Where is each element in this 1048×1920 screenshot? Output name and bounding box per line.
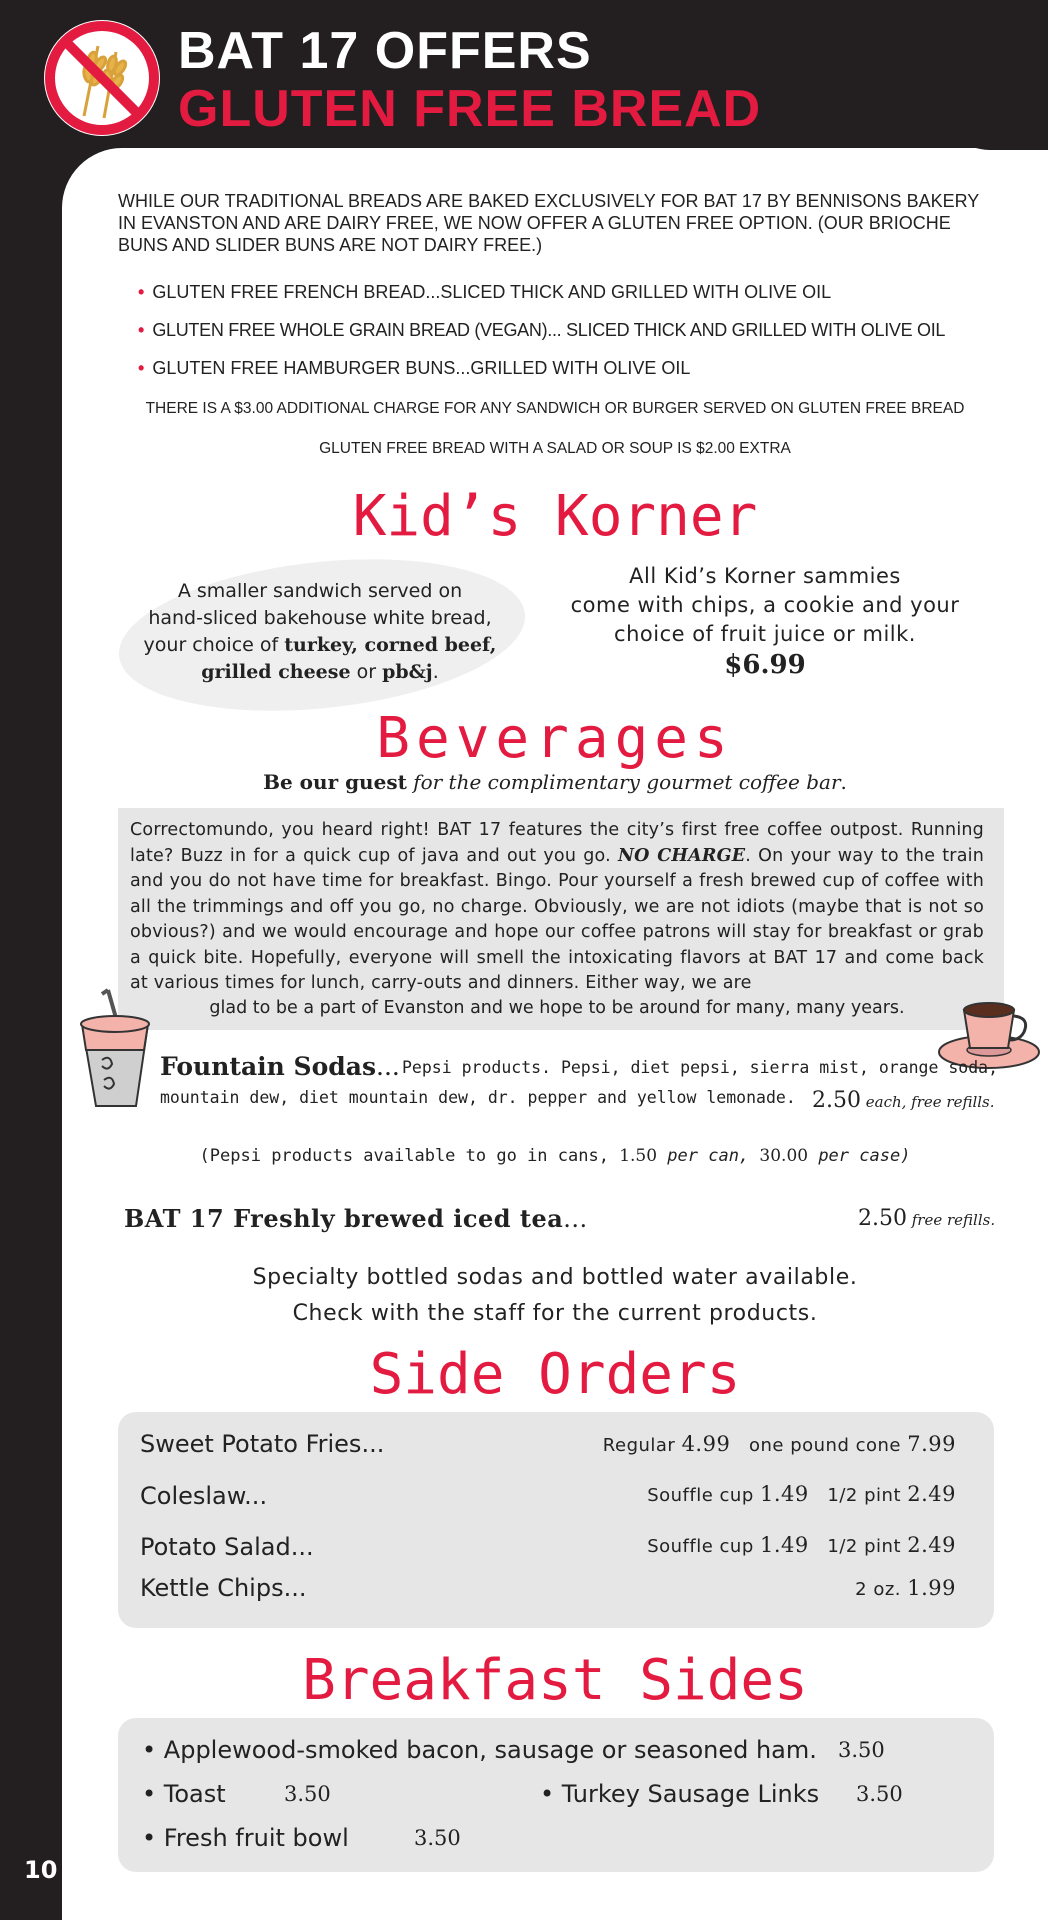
gluten-free-item xyxy=(138,282,831,303)
side-item-name: Potato Salad... xyxy=(140,1533,314,1561)
iced-tea-price-note: free refills. xyxy=(906,1211,996,1229)
kids-sides-description xyxy=(560,562,970,649)
iced-tea-title-text: BAT 17 Freshly brewed iced tea xyxy=(124,1204,564,1233)
kids-desc-line xyxy=(120,659,520,686)
gluten-free-item xyxy=(138,320,945,341)
breakfast-item-name: • Turkey Sausage Links xyxy=(540,1780,820,1808)
coffee-bar-tagline xyxy=(62,770,1048,794)
bullet-icon: • xyxy=(138,358,145,378)
fountain-price-note: each, free refills. xyxy=(860,1093,995,1111)
kids-sides-line: come with chips, a cookie and your xyxy=(570,593,960,617)
bullet-icon: • xyxy=(138,320,145,340)
coffee-text: Correctomundo, you heard right! BAT 17 features the city’s first free coffee outpost. Running late? Buzz in for a quick cup of java and out you go. xyxy=(130,820,984,866)
pepsi-note-text: per can, xyxy=(657,1146,760,1166)
breakfast-item-price: 3.50 xyxy=(414,1826,461,1850)
specialty-sodas-note xyxy=(62,1260,1048,1332)
iced-tea-price-value: 2.50 xyxy=(858,1206,907,1231)
gluten-free-item xyxy=(138,358,690,379)
side-price-value: 7.99 xyxy=(907,1432,956,1456)
side-size-label: 2 oz. xyxy=(855,1579,908,1600)
side-price-value: 2.49 xyxy=(907,1533,956,1557)
kids-choice-grilled-cheese: grilled cheese xyxy=(201,661,351,683)
kids-choice-pbj: pb&j xyxy=(382,661,433,683)
fountain-sodas-price xyxy=(812,1088,995,1113)
pepsi-note-text: per case) xyxy=(808,1146,911,1166)
tagline-italic: for the complimentary gourmet coffee bar xyxy=(406,770,841,794)
gluten-free-intro: WHILE OUR TRADITIONAL BREADS ARE BAKED EXCLUSIVELY FOR BAT 17 BY BENNISONS BAKERY IN EVANSTON AND ARE DAIRY FREE, WE NOW OFFER A GLUTEN FREE OPTION. (OUR BRIOCHE BUNS AND SLIDER BUNS ARE NOT DAIRY FREE.) xyxy=(118,191,979,255)
soda-cup-icon xyxy=(72,988,158,1114)
fountain-price-value: 2.50 xyxy=(812,1088,861,1113)
coffee-description xyxy=(130,818,984,997)
kids-desc-text: or xyxy=(350,661,383,683)
side-item-prices xyxy=(603,1432,956,1456)
side-item-name: Coleslaw... xyxy=(140,1482,268,1510)
side-price-value: 1.99 xyxy=(907,1576,956,1600)
beverages-title: Beverages xyxy=(376,706,734,771)
no-gluten-wheat-icon xyxy=(40,16,164,140)
side-item-prices xyxy=(647,1482,956,1506)
breakfast-item-price: 3.50 xyxy=(838,1738,885,1762)
fountain-sodas-description-line1: Pepsi products. Pepsi, diet pepsi, sierra mist, orange soda, xyxy=(402,1058,999,1077)
kids-desc-line xyxy=(120,632,520,659)
fountain-title-text: Fountain Sodas xyxy=(160,1052,377,1081)
side-size-label: Souffle cup xyxy=(647,1485,760,1506)
header-title-line1: BAT 17 OFFERS xyxy=(178,22,592,80)
side-size-label: Souffle cup xyxy=(647,1536,760,1557)
side-price-value: 2.49 xyxy=(907,1482,956,1506)
bullet-icon: • xyxy=(138,282,145,302)
iced-tea-title xyxy=(124,1204,588,1233)
fountain-sodas-description-line2: mountain dew, diet mountain dew, dr. pepper and yellow lemonade. xyxy=(160,1088,796,1107)
tagline-end: . xyxy=(840,770,847,794)
breakfast-item-price: 3.50 xyxy=(856,1782,903,1806)
kids-korner-title: Kid’s Korner xyxy=(352,484,758,549)
pepsi-note-text: (Pepsi products available to go in cans, xyxy=(199,1146,620,1166)
side-price-value: 1.49 xyxy=(759,1482,809,1506)
iced-tea-price xyxy=(858,1206,995,1231)
no-charge-emphasis: NO CHARGE xyxy=(617,845,746,866)
side-price-value: 4.99 xyxy=(681,1432,731,1456)
kids-desc-line: hand-sliced bakehouse white bread, xyxy=(148,607,492,629)
kids-sides-line: choice of fruit juice or milk. xyxy=(614,622,916,646)
pepsi-to-go-note xyxy=(62,1146,1048,1166)
tagline-bold: Be our guest xyxy=(263,770,407,794)
gluten-free-charge-note: THERE IS A $3.00 ADDITIONAL CHARGE FOR ANY SANDWICH OR BURGER SERVED ON GLUTEN FREE BREAD xyxy=(145,400,965,417)
breakfast-item-name: • Fresh fruit bowl xyxy=(142,1824,349,1852)
side-price-value: 1.49 xyxy=(759,1533,809,1557)
side-size-label: one pound cone xyxy=(730,1435,908,1456)
gluten-free-salad-note: GLUTEN FREE BREAD WITH A SALAD OR SOUP IS $2.00 EXTRA xyxy=(319,440,791,457)
gluten-free-item-text: GLUTEN FREE HAMBURGER BUNS...GRILLED WITH OLIVE OIL xyxy=(152,358,691,378)
kids-sandwich-description xyxy=(120,578,520,686)
side-item-name: Kettle Chips... xyxy=(140,1574,307,1602)
header-curve xyxy=(940,100,1048,150)
kids-desc-text: your choice of xyxy=(143,634,285,656)
coffee-text: . On your way to the train and you do not have time for breakfast. Bingo. Pour yourself a fresh brewed cup of coffee with all the trimmings and off you go, no charge. Obviously, we are not idiots (maybe that is not so obvious?) and we would encourage and hope our coffee patrons will stay for breakfast or grab a quick bite. Hopefully, everyone will smell the intoxicating flavors at BAT 17 and come back at various times for lunch, carry-outs and dinners. Either way, we are xyxy=(130,845,984,993)
side-item-name: Sweet Potato Fries... xyxy=(140,1430,385,1458)
side-size-label: 1/2 pint xyxy=(808,1536,908,1557)
iced-tea-ellipsis: ... xyxy=(563,1205,588,1233)
gluten-free-item-text: GLUTEN FREE WHOLE GRAIN BREAD (VEGAN)... SLICED THICK AND GRILLED WITH OLIVE OIL xyxy=(152,320,946,340)
kids-desc-line: A smaller sandwich served on xyxy=(177,580,463,602)
breakfast-sides-title: Breakfast Sides xyxy=(302,1648,808,1713)
specialty-line: Check with the staff for the current products. xyxy=(292,1301,818,1326)
header-title-line2: GLUTEN FREE BREAD xyxy=(178,80,762,138)
side-item-prices xyxy=(855,1576,956,1600)
side-item-prices xyxy=(647,1533,956,1557)
specialty-line: Specialty bottled sodas and bottled water available. xyxy=(252,1265,858,1290)
coffee-description-last-line: glad to be a part of Evanston and we hope to be around for many, many years. xyxy=(209,998,905,1018)
breakfast-item-price: 3.50 xyxy=(284,1782,331,1806)
gluten-free-item-text: GLUTEN FREE FRENCH BREAD...SLICED THICK AND GRILLED WITH OLIVE OIL xyxy=(152,282,832,302)
breakfast-item-name: • Applewood-smoked bacon, sausage or seasoned ham. xyxy=(142,1736,817,1764)
fountain-sodas-title xyxy=(160,1052,400,1081)
kids-desc-text: . xyxy=(432,661,439,683)
kids-price: $6.99 xyxy=(724,650,806,680)
side-orders-title: Side Orders xyxy=(369,1342,741,1407)
kids-choice-meats: turkey, corned beef, xyxy=(284,634,497,656)
fountain-ellipsis: ... xyxy=(376,1052,400,1081)
breakfast-item-name: • Toast xyxy=(142,1780,226,1808)
page-number: 10 xyxy=(24,1856,58,1884)
kids-sides-line: All Kid’s Korner sammies xyxy=(629,564,901,588)
side-size-label: 1/2 pint xyxy=(808,1485,908,1506)
pepsi-can-price: 1.50 xyxy=(619,1146,658,1166)
side-size-label: Regular xyxy=(602,1435,682,1456)
pepsi-case-price: 30.00 xyxy=(759,1146,809,1166)
